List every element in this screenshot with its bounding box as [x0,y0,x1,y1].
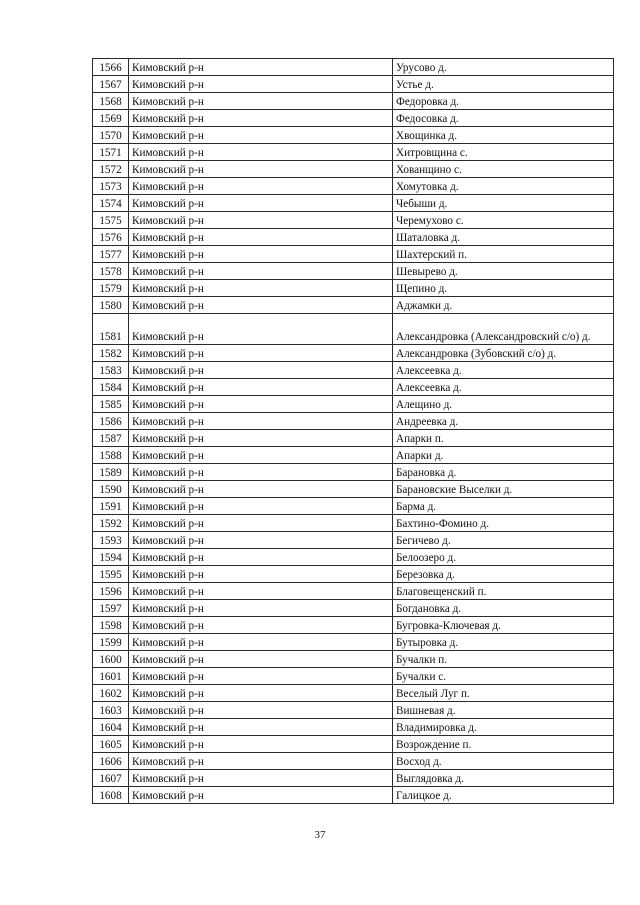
settlement-cell: Федоровка д. [393,93,614,110]
table-row [93,314,614,345]
district-cell: Кимовский р-н [129,246,393,263]
table-row [93,719,614,736]
district-cell: Кимовский р-н [129,76,393,93]
district-cell: Кимовский р-н [129,498,393,515]
settlement-cell: Алещино д. [393,396,614,413]
settlement-cell: Апарки п. [393,430,614,447]
district-cell: Кимовский р-н [129,617,393,634]
settlement-cell: Барановские Выселки д. [393,481,614,498]
row-number-cell: 1585 [93,396,129,413]
row-number-cell: 1601 [93,668,129,685]
district-cell: Кимовский р-н [129,59,393,76]
row-number-cell: 1593 [93,532,129,549]
settlement-cell: Хомутовка д. [393,178,614,195]
settlement-cell: Веселый Луг п. [393,685,614,702]
settlement-cell: Хитровщина с. [393,144,614,161]
row-number-cell: 1588 [93,447,129,464]
district-cell: Кимовский р-н [129,532,393,549]
row-number-cell: 1582 [93,345,129,362]
table-row [93,362,614,379]
table-row [93,212,614,229]
row-number-cell: 1608 [93,787,129,804]
table-row [93,280,614,297]
district-cell: Кимовский р-н [129,447,393,464]
table-row [93,532,614,549]
row-number-cell: 1583 [93,362,129,379]
table-row [93,297,614,314]
table-row [93,651,614,668]
district-cell: Кимовский р-н [129,93,393,110]
settlement-cell: Барма д. [393,498,614,515]
row-number-cell: 1594 [93,549,129,566]
district-cell: Кимовский р-н [129,413,393,430]
table-row [93,127,614,144]
settlement-cell: Вишневая д. [393,702,614,719]
settlement-cell: Белоозеро д. [393,549,614,566]
row-number-cell: 1602 [93,685,129,702]
table-row [93,161,614,178]
table-row [93,617,614,634]
settlement-cell: Бахтино-Фомино д. [393,515,614,532]
row-number-cell: 1603 [93,702,129,719]
settlement-cell: Галицкое д. [393,787,614,804]
row-number-cell: 1584 [93,379,129,396]
district-cell: Кимовский р-н [129,753,393,770]
settlement-cell: Шевырево д. [393,263,614,280]
settlement-cell: Апарки д. [393,447,614,464]
table-row [93,685,614,702]
table-row [93,413,614,430]
table-row [93,345,614,362]
table-row [93,93,614,110]
district-cell: Кимовский р-н [129,195,393,212]
table-row [93,229,614,246]
district-cell: Кимовский р-н [129,736,393,753]
row-number-cell: 1604 [93,719,129,736]
table-row [93,379,614,396]
settlement-cell: Возрождение п. [393,736,614,753]
district-cell: Кимовский р-н [129,280,393,297]
table-row [93,110,614,127]
table-row [93,668,614,685]
district-cell: Кимовский р-н [129,127,393,144]
row-number-cell: 1599 [93,634,129,651]
district-cell: Кимовский р-н [129,229,393,246]
row-number-cell: 1595 [93,566,129,583]
row-number-cell: 1571 [93,144,129,161]
district-cell: Кимовский р-н [129,464,393,481]
district-cell: Кимовский р-н [129,345,393,362]
settlement-cell: Андреевка д. [393,413,614,430]
district-cell: Кимовский р-н [129,702,393,719]
settlement-cell: Выглядовка д. [393,770,614,787]
row-number-cell: 1596 [93,583,129,600]
table-row [93,583,614,600]
row-number-cell: 1570 [93,127,129,144]
table-row [93,246,614,263]
settlement-cell: Бучалки п. [393,651,614,668]
district-cell: Кимовский р-н [129,297,393,314]
settlement-cell: Аджамки д. [393,297,614,314]
table-row [93,263,614,280]
table-row [93,515,614,532]
row-number-cell: 1586 [93,413,129,430]
table-row [93,498,614,515]
row-number-cell: 1607 [93,770,129,787]
district-cell: Кимовский р-н [129,362,393,379]
settlement-cell: Федосовка д. [393,110,614,127]
row-number-cell: 1591 [93,498,129,515]
district-cell: Кимовский р-н [129,430,393,447]
settlement-cell: Бегичево д. [393,532,614,549]
settlement-cell: Шахтерский п. [393,246,614,263]
row-number-cell: 1579 [93,280,129,297]
settlement-cell: Алексеевка д. [393,362,614,379]
table-row [93,481,614,498]
table-row [93,396,614,413]
settlement-cell: Бугровка-Ключевая д. [393,617,614,634]
row-number-cell: 1569 [93,110,129,127]
row-number-cell: 1598 [93,617,129,634]
row-number-cell: 1592 [93,515,129,532]
row-number-cell: 1581 [93,314,129,345]
table-row [93,447,614,464]
settlement-cell: Бучалки с. [393,668,614,685]
settlement-cell: Бутыровка д. [393,634,614,651]
table-row [93,634,614,651]
district-cell: Кимовский р-н [129,481,393,498]
district-cell: Кимовский р-н [129,634,393,651]
settlement-cell: Барановка д. [393,464,614,481]
settlement-cell: Шаталовка д. [393,229,614,246]
row-number-cell: 1590 [93,481,129,498]
table-row [93,178,614,195]
district-cell: Кимовский р-н [129,685,393,702]
row-number-cell: 1589 [93,464,129,481]
table-row [93,195,614,212]
page-number: 37 [314,829,326,841]
settlement-cell: Алексеевка д. [393,379,614,396]
table-row [93,464,614,481]
settlement-cell: Березовка д. [393,566,614,583]
table-row [93,76,614,93]
row-number-cell: 1578 [93,263,129,280]
table-row [93,430,614,447]
settlement-cell: Устье д. [393,76,614,93]
district-cell: Кимовский р-н [129,719,393,736]
settlement-cell: Александровка (Александровский с/о) д. [393,314,614,345]
settlement-cell: Восход д. [393,753,614,770]
district-cell: Кимовский р-н [129,379,393,396]
row-number-cell: 1580 [93,297,129,314]
row-number-cell: 1575 [93,212,129,229]
table-row [93,59,614,76]
district-cell: Кимовский р-н [129,263,393,280]
settlements-table-body [93,59,614,804]
table-row [93,753,614,770]
district-cell: Кимовский р-н [129,566,393,583]
row-number-cell: 1606 [93,753,129,770]
district-cell: Кимовский р-н [129,549,393,566]
settlement-cell: Черемухово с. [393,212,614,229]
table-row [93,566,614,583]
district-cell: Кимовский р-н [129,212,393,229]
row-number-cell: 1576 [93,229,129,246]
row-number-cell: 1566 [93,59,129,76]
settlement-cell: Чебыши д. [393,195,614,212]
settlement-cell: Щепино д. [393,280,614,297]
district-cell: Кимовский р-н [129,144,393,161]
district-cell: Кимовский р-н [129,161,393,178]
row-number-cell: 1574 [93,195,129,212]
district-cell: Кимовский р-н [129,770,393,787]
settlement-cell: Урусово д. [393,59,614,76]
settlement-cell: Богдановка д. [393,600,614,617]
district-cell: Кимовский р-н [129,583,393,600]
settlement-cell: Александровка (Зубовский с/о) д. [393,345,614,362]
table-row [93,549,614,566]
district-cell: Кимовский р-н [129,515,393,532]
table-row [93,702,614,719]
settlement-cell: Хвощинка д. [393,127,614,144]
district-cell: Кимовский р-н [129,787,393,804]
district-cell: Кимовский р-н [129,651,393,668]
row-number-cell: 1573 [93,178,129,195]
district-cell: Кимовский р-н [129,110,393,127]
district-cell: Кимовский р-н [129,668,393,685]
row-number-cell: 1572 [93,161,129,178]
row-number-cell: 1568 [93,93,129,110]
row-number-cell: 1605 [93,736,129,753]
row-number-cell: 1587 [93,430,129,447]
table-row [93,736,614,753]
district-cell: Кимовский р-н [129,600,393,617]
settlement-cell: Благовещенский п. [393,583,614,600]
table-row [93,787,614,804]
row-number-cell: 1600 [93,651,129,668]
settlement-cell: Хованщино с. [393,161,614,178]
district-cell: Кимовский р-н [129,178,393,195]
settlements-table [92,58,614,804]
table-row [93,144,614,161]
row-number-cell: 1567 [93,76,129,93]
settlement-cell: Владимировка д. [393,719,614,736]
row-number-cell: 1597 [93,600,129,617]
district-cell: Кимовский р-н [129,314,393,345]
district-cell: Кимовский р-н [129,396,393,413]
table-row [93,600,614,617]
row-number-cell: 1577 [93,246,129,263]
table-row [93,770,614,787]
